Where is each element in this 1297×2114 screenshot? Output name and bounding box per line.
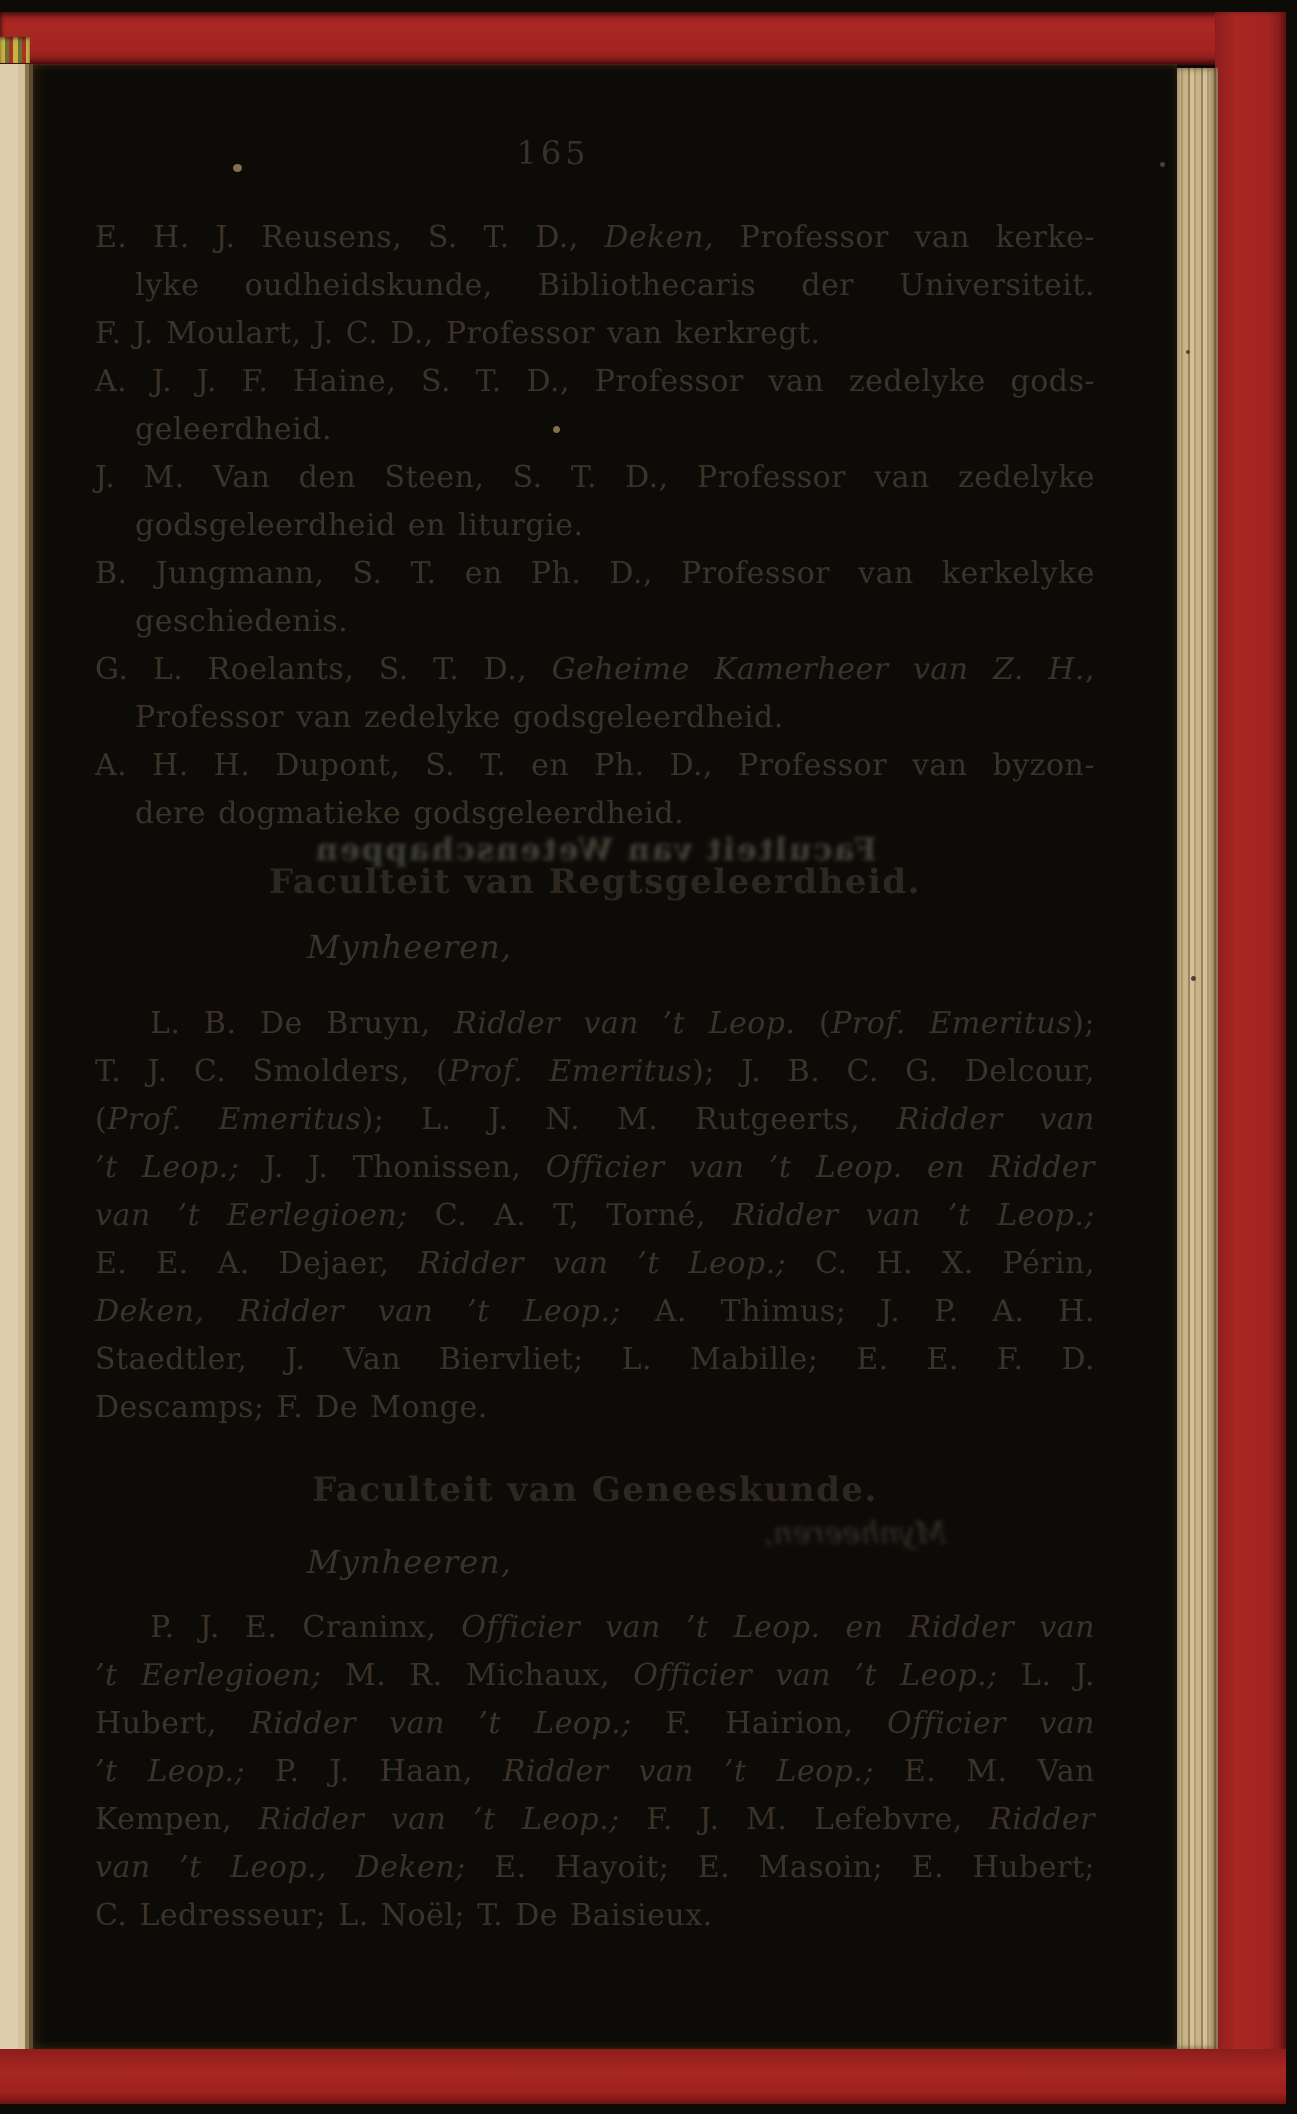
text-line: E. E. A. Dejaer, Ridder van ’t Leop.; C. H. X. Périn, bbox=[95, 1246, 1095, 1281]
text-line: Kempen, Ridder van ’t Leop.; F. J. M. Lefebvre, Ridder bbox=[95, 1802, 1095, 1837]
paper-speck bbox=[1186, 350, 1190, 354]
text-line: C. Ledresseur; L. Noël; T. De Baisieux. bbox=[95, 1898, 713, 1933]
text-line: ’t Leop.; J. J. Thonissen, Officier van ’t Leop. en Ridder bbox=[95, 1150, 1095, 1185]
text-line: geleerdheid. bbox=[135, 412, 333, 447]
book-endband bbox=[0, 37, 30, 63]
adjacent-page-edge bbox=[0, 64, 33, 2049]
text-flow bbox=[95, 64, 1095, 2049]
text-line: ’t Leop.; P. J. Haan, Ridder van ’t Leop.; E. M. Van bbox=[95, 1754, 1095, 1789]
faculty-theology-entries bbox=[95, 214, 1095, 838]
faculty-medicine-names bbox=[95, 1604, 1095, 1940]
book-cover-top-edge bbox=[0, 12, 1286, 65]
text-line: dere dogmatieke godsgeleerdheid. bbox=[135, 796, 685, 831]
text-line: A. J. J. F. Haine, S. T. D., Professor van zedelyke gods- bbox=[95, 364, 1095, 399]
text-line: (Prof. Emeritus); L. J. N. M. Rutgeerts, Ridder van bbox=[95, 1102, 1095, 1137]
text-line: E. H. J. Reusens, S. T. D., Deken, Professor van kerke- bbox=[95, 220, 1095, 255]
text-line: Staedtler, J. Van Biervliet; L. Mabille; E. E. F. D. bbox=[95, 1342, 1095, 1377]
text-line: Professor van zedelyke godsgeleerdheid. bbox=[135, 700, 784, 735]
text-line: lyke oudheidskunde, Bibliothecaris der Universiteit. bbox=[135, 268, 1095, 303]
text-line: Descamps; F. De Monge. bbox=[95, 1390, 488, 1425]
text-line: godsgeleerdheid en liturgie. bbox=[135, 508, 584, 543]
bleed-through-text: Faculteit van Wetenschappen bbox=[313, 832, 877, 868]
section-heading-medicine: Faculteit van Geneeskunde. bbox=[312, 1470, 878, 1510]
text-line: Hubert, Ridder van ’t Leop.; F. Hairion, Officier van bbox=[95, 1706, 1095, 1741]
text-line: G. L. Roelants, S. T. D., Geheime Kamerheer van Z. H., bbox=[95, 652, 1096, 687]
paper-speck bbox=[1160, 162, 1165, 167]
salutation-medicine: Mynheeren, bbox=[307, 1543, 512, 1581]
book-page bbox=[33, 64, 1177, 2049]
text-line: F. J. Moulart, J. C. D., Professor van kerkregt. bbox=[95, 316, 821, 351]
text-line: Deken, Ridder van ’t Leop.; A. Thimus; J. P. A. H. bbox=[95, 1294, 1095, 1329]
page-stack-fore-edge bbox=[1177, 68, 1218, 2049]
faculty-law-names bbox=[95, 1000, 1095, 1432]
text-line: ’t Eerlegioen; M. R. Michaux, Officier van ’t Leop.; L. J. bbox=[95, 1658, 1096, 1693]
text-line: A. H. H. Dupont, S. T. en Ph. D., Professor van byzon- bbox=[95, 748, 1095, 783]
text-line: J. M. Van den Steen, S. T. D., Professor van zedelyke bbox=[95, 460, 1095, 495]
text-line: T. J. C. Smolders, (Prof. Emeritus); J. B. C. G. Delcour, bbox=[95, 1054, 1095, 1089]
text-line: geschiedenis. bbox=[135, 604, 349, 639]
book-cover-bottom-edge bbox=[0, 2049, 1286, 2104]
section-heading-law: Faculteit van Regtsgeleerdheid. bbox=[269, 862, 921, 902]
text-line: B. Jungmann, S. T. en Ph. D., Professor van kerkelyke bbox=[95, 556, 1095, 591]
bleed-through-text: Mynheeren, bbox=[763, 1516, 947, 1551]
book-cover-right-edge bbox=[1215, 12, 1286, 2104]
page-number: 165 bbox=[516, 134, 590, 172]
text-line: P. J. E. Craninx, Officier van ’t Leop. en Ridder van bbox=[150, 1610, 1095, 1645]
text-line: van ’t Eerlegioen; C. A. T, Torné, Ridder van ’t Leop.; bbox=[95, 1198, 1095, 1233]
paper-speck bbox=[1191, 976, 1196, 981]
text-line: L. B. De Bruyn, Ridder van ’t Leop. (Prof. Emeritus); bbox=[150, 1006, 1095, 1041]
salutation-law: Mynheeren, bbox=[307, 928, 512, 966]
text-line: van ’t Leop., Deken; E. Hayoit; E. Masoin; E. Hubert; bbox=[95, 1850, 1095, 1885]
